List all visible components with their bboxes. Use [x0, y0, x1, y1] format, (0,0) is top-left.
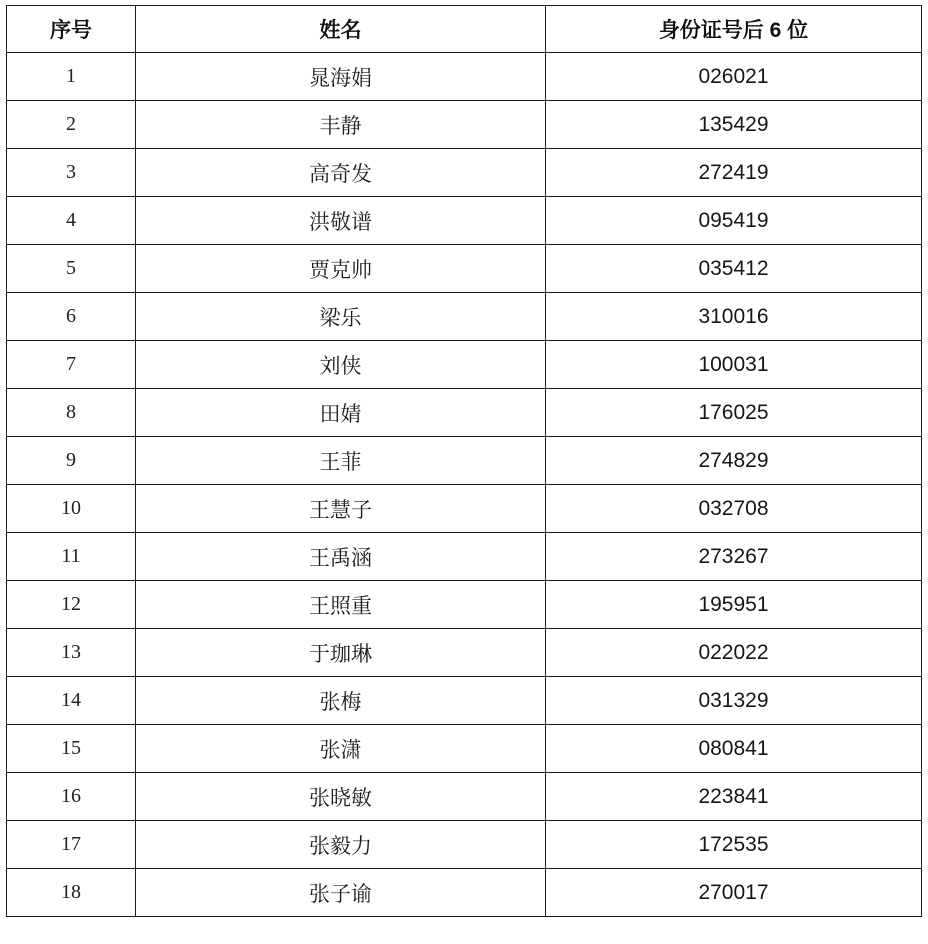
row-name-cell: 梁乐 [136, 293, 546, 341]
row-index-cell: 18 [7, 869, 136, 917]
row-id-suffix-cell: 172535 [546, 821, 922, 869]
table-row [7, 245, 922, 293]
row-index-cell: 14 [7, 677, 136, 725]
row-index-cell: 16 [7, 773, 136, 821]
row-name-cell: 张晓敏 [136, 773, 546, 821]
table-row [7, 437, 922, 485]
row-id-suffix-cell: 310016 [546, 293, 922, 341]
row-index-cell: 7 [7, 341, 136, 389]
row-name-cell: 丰静 [136, 101, 546, 149]
roster-table [6, 5, 922, 917]
row-index-cell: 5 [7, 245, 136, 293]
row-name-cell: 晁海娟 [136, 53, 546, 101]
table-row [7, 149, 922, 197]
row-index-cell: 6 [7, 293, 136, 341]
row-index-cell: 9 [7, 437, 136, 485]
row-name-cell: 于珈琳 [136, 629, 546, 677]
table-row [7, 197, 922, 245]
row-id-suffix-cell: 031329 [546, 677, 922, 725]
header-index: 序号 [7, 6, 136, 53]
row-index-cell: 12 [7, 581, 136, 629]
row-index-cell: 1 [7, 53, 136, 101]
table-row [7, 869, 922, 917]
header-name: 姓名 [136, 6, 546, 53]
row-id-suffix-cell: 274829 [546, 437, 922, 485]
row-id-suffix-cell: 035412 [546, 245, 922, 293]
table-row [7, 629, 922, 677]
row-index-cell: 17 [7, 821, 136, 869]
table-row [7, 677, 922, 725]
row-id-suffix-cell: 026021 [546, 53, 922, 101]
row-id-suffix-cell: 272419 [546, 149, 922, 197]
row-id-suffix-cell: 095419 [546, 197, 922, 245]
row-index-cell: 13 [7, 629, 136, 677]
row-name-cell: 王菲 [136, 437, 546, 485]
row-name-cell: 贾克帅 [136, 245, 546, 293]
row-index-cell: 2 [7, 101, 136, 149]
table-header [7, 6, 922, 53]
row-name-cell: 王照重 [136, 581, 546, 629]
table-row [7, 53, 922, 101]
row-name-cell: 王禹涵 [136, 533, 546, 581]
row-id-suffix-cell: 080841 [546, 725, 922, 773]
row-name-cell: 张毅力 [136, 821, 546, 869]
row-index-cell: 10 [7, 485, 136, 533]
row-id-suffix-cell: 176025 [546, 389, 922, 437]
table-row [7, 485, 922, 533]
row-id-suffix-cell: 273267 [546, 533, 922, 581]
table-row [7, 581, 922, 629]
table-row [7, 533, 922, 581]
row-name-cell: 张潇 [136, 725, 546, 773]
row-id-suffix-cell: 195951 [546, 581, 922, 629]
table-row [7, 389, 922, 437]
row-id-suffix-cell: 022022 [546, 629, 922, 677]
row-name-cell: 田婧 [136, 389, 546, 437]
row-name-cell: 刘侠 [136, 341, 546, 389]
table-row [7, 725, 922, 773]
row-index-cell: 11 [7, 533, 136, 581]
table-row [7, 821, 922, 869]
row-id-suffix-cell: 270017 [546, 869, 922, 917]
row-id-suffix-cell: 135429 [546, 101, 922, 149]
roster-sheet [6, 5, 921, 917]
row-name-cell: 张子谕 [136, 869, 546, 917]
row-index-cell: 4 [7, 197, 136, 245]
table-row [7, 101, 922, 149]
header-row [7, 6, 922, 53]
row-index-cell: 8 [7, 389, 136, 437]
row-name-cell: 王慧子 [136, 485, 546, 533]
row-index-cell: 3 [7, 149, 136, 197]
row-name-cell: 洪敬谱 [136, 197, 546, 245]
table-row [7, 341, 922, 389]
table-body [7, 53, 922, 917]
row-name-cell: 高奇发 [136, 149, 546, 197]
row-id-suffix-cell: 223841 [546, 773, 922, 821]
table-row [7, 293, 922, 341]
table-row [7, 773, 922, 821]
row-id-suffix-cell: 032708 [546, 485, 922, 533]
header-id-suffix: 身份证号后 6 位 [546, 6, 922, 53]
row-index-cell: 15 [7, 725, 136, 773]
row-id-suffix-cell: 100031 [546, 341, 922, 389]
row-name-cell: 张梅 [136, 677, 546, 725]
